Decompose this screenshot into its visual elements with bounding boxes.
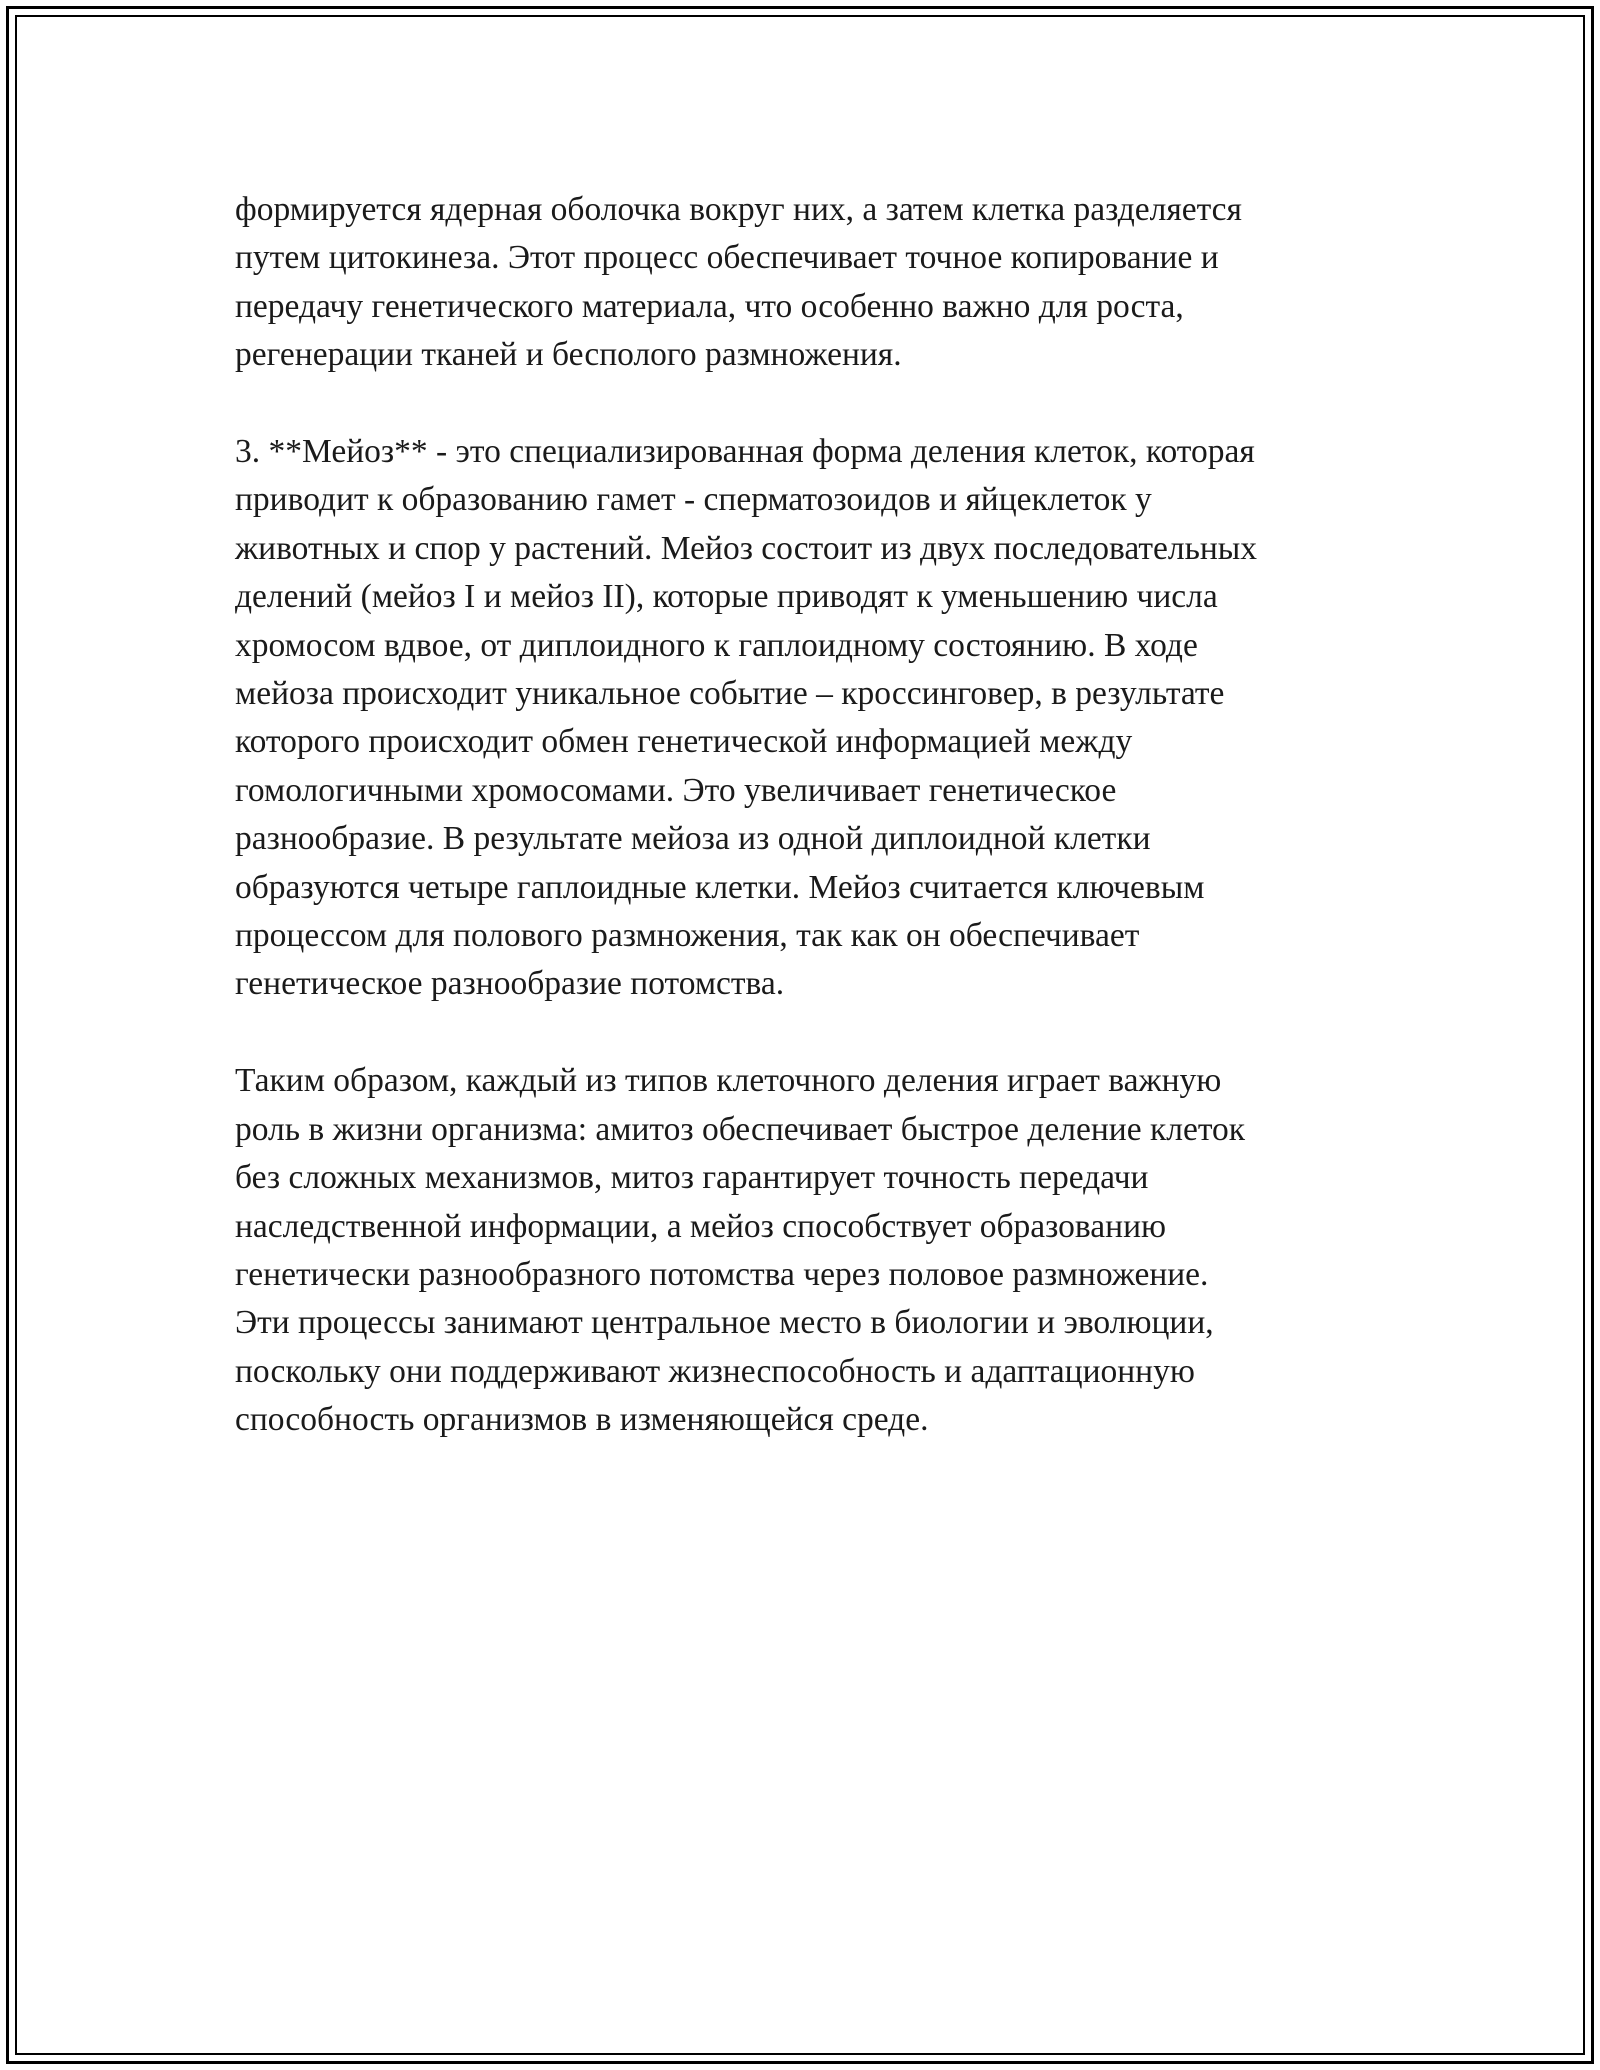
text-line: Таким образом, каждый из типов клеточного деления играет важную (235, 1062, 1222, 1100)
text-line: разнообразие. В результате мейоза из одной диплоидной клетки (235, 820, 1151, 858)
text-line: мейоза происходит уникальное событие – кроссинговер, в результате (235, 675, 1225, 713)
text-line: животных и спор у растений. Мейоз состоит из двух последовательных (235, 529, 1258, 567)
text-line: наследственной информации, а мейоз способствует образованию (235, 1207, 1167, 1245)
text-line: генетически разнообразного потомства через половое размножение. (235, 1255, 1209, 1293)
text-line: хромосом вдвое, от диплоидного к гаплоидному состоянию. В ходе (235, 626, 1198, 664)
paragraph-summary (235, 1057, 1385, 1444)
text-line: образуются четыре гаплоидные клетки. Мейоз считается ключевым (235, 868, 1205, 906)
text-line: формируется ядерная оболочка вокруг них, а затем клетка разделяется (235, 191, 1242, 228)
paragraph-mitosis-conclusion (235, 186, 1385, 380)
text-line: регенерации тканей и бесполого размножения. (235, 336, 902, 374)
text-line: способность организмов в изменяющейся среде. (235, 1401, 929, 1439)
text-line: процессом для полового размножения, так как он обеспечивает (235, 917, 1140, 955)
paragraph-meiosis (235, 428, 1385, 1009)
text-line: передачу генетического материала, что особенно важно для роста, (235, 287, 1184, 325)
text-line: делений (мейоз I и мейоз II), которые приводят к уменьшению числа (235, 578, 1218, 616)
text-line: генетическое разнообразие потомства. (235, 965, 785, 1003)
text-line: приводит к образованию гамет - сперматозоидов и яйцеклеток у (235, 481, 1152, 519)
text-line: роль в жизни организма: амитоз обеспечивает быстрое деление клеток (235, 1110, 1246, 1148)
text-line: гомологичными хромосомами. Это увеличивает генетическое (235, 771, 1117, 809)
text-line: Эти процессы занимают центральное место в биологии и эволюции, (235, 1304, 1214, 1342)
document-body (235, 186, 1385, 1493)
text-line: которого происходит обмен генетической информацией между (235, 723, 1133, 761)
text-line: путем цитокинеза. Этот процесс обеспечивает точное копирование и (235, 239, 1219, 277)
text-line: без сложных механизмов, митоз гарантирует точность передачи (235, 1159, 1149, 1197)
text-line: 3. **Мейоз** - это специализированная форма деления клеток, которая (235, 433, 1255, 471)
text-line: поскольку они поддерживают жизнеспособность и адаптационную (235, 1352, 1195, 1390)
